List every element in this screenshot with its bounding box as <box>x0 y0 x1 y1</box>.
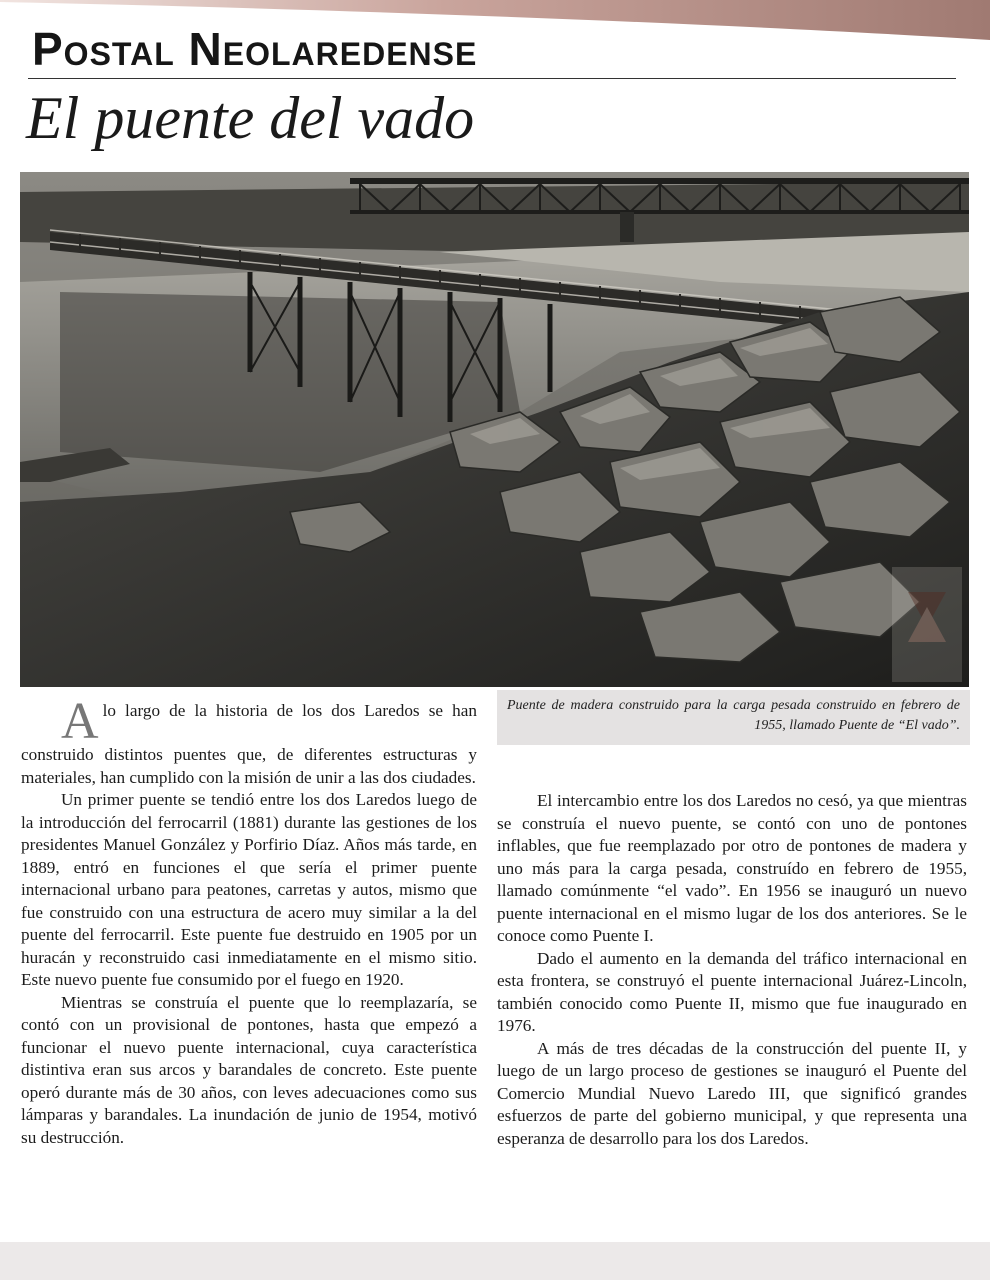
article-paragraph: Un primer puente se tendió entre los dos Laredos luego de la introducción del ferrocarril (1881) durante las gestiones de los presidentes Manuel González y Porfirio Díaz. Años más tarde, en 1889, entró en funciones el que sería el primer puente internacional urbano para peatones, carretas y autos, mismo que fue construido con una estructura de acero muy similar a la del puente del ferrocarril. Este puente fue destruido en 1905 por un huracán y reconstruido casi inmediatamente en el mismo sitio. Este nuevo puente fue consumido por el fuego en 1920. <box>21 790 477 989</box>
article-paragraph: A más de tres décadas de la construcción del puente II, y luego de un largo proceso de gestiones se inauguró el Puente del Comercio Mundial Nuevo Laredo III, que significó grandes esfuerzos de parte del gobierno municipal, y que representa una esperanza de desarrollo para los dos Laredos. <box>497 1038 967 1148</box>
photo-caption: Puente de madera construido para la carga pesada construido en febrero de 1955, llamado Puente de “El vado”. <box>497 690 970 745</box>
article-column-left <box>21 693 477 1149</box>
article-paragraph: Dado el aumento en la demanda del tráfico internacional en esta frontera, se construyó el puente internacional Juárez-Lincoln, también conocido como Puente II, mismo que fue inaugurado en 1976. <box>497 948 967 1035</box>
kicker-divider <box>28 78 956 79</box>
section-kicker: Postal Neolaredense <box>32 23 478 75</box>
bottom-decorative-band <box>0 1242 990 1280</box>
drop-cap: A <box>61 693 99 750</box>
article-paragraph: El intercambio entre los dos Laredos no cesó, ya que mientras se construía el nuevo puente, se contó con uno de pontones inflables, que fue reemplazado por otro de pontones de madera y uno más para la carga pesada, construído en febrero de 1955, llamado comúnmente “el vado”. En 1956 se inauguró un nuevo puente internacional en el mismo lugar de los dos anteriores. Se le conoce como Puente I. <box>497 791 967 945</box>
article-column-right <box>497 790 967 1150</box>
article-paragraph: Mientras se construía el puente que lo reemplazaría, se contó con un provisional de pontones, hasta que empezó a funcionar el nuevo puente internacional, cuya característica distintiva eran sus arcos y barandales de concreto. Este puente operó durante más de 30 años, con leves adecuaciones como sus lámparas y barandales. La inundación de junio de 1954, motivó su destrucción. <box>21 992 477 1147</box>
bridge-photo <box>20 172 969 687</box>
archive-watermark <box>892 567 962 682</box>
paragraph-text: lo largo de la historia de los dos Laredos se han construido distintos puentes que, de diferentes estructuras y materiales, han cumplido con la misión de unir a las dos ciudades. <box>21 701 477 787</box>
page-title: El puente del vado <box>26 85 475 151</box>
article-paragraph <box>21 693 477 789</box>
